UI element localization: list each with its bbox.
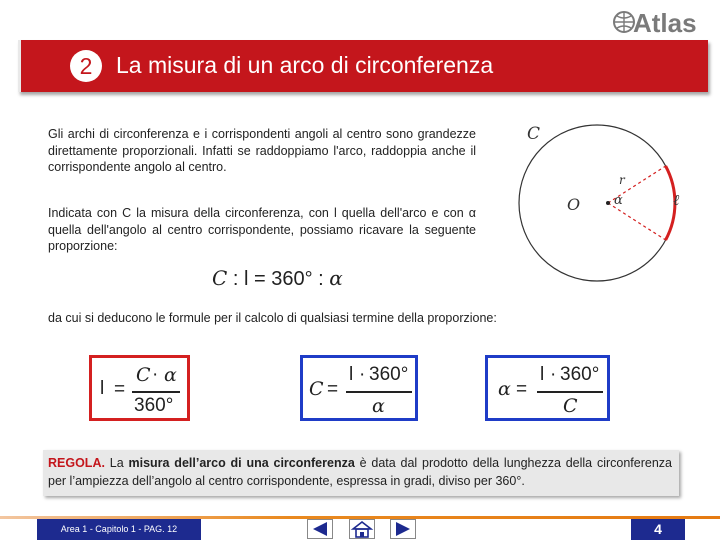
formula-circumference <box>300 355 418 421</box>
f2-num-360: 360° <box>369 364 409 385</box>
f1-den: 360° <box>134 395 174 416</box>
center-point <box>606 201 610 205</box>
proportion-colon-1: : <box>227 268 244 290</box>
footer-reference: Area 1 - Capitolo 1 - PAG. 12 <box>37 519 201 540</box>
radius-lower <box>608 203 666 240</box>
f2-fraction-line <box>346 391 412 393</box>
f1-num-alpha: α <box>164 364 177 386</box>
f3-num-360: 360° <box>560 364 600 385</box>
f2-den: α <box>372 395 385 417</box>
f2-equals: = <box>327 379 339 400</box>
triangle-left-icon[interactable] <box>307 519 333 539</box>
f3-dot: · <box>550 364 557 385</box>
definition-paragraph: Indicata con C la misura della circonferenza, con l quella dell'arco e con α quella dell'angolo al centro corrispondente, possiamo ricavare la seguente proporzione: <box>48 206 476 253</box>
formulas-intro: da cui si deducono le formule per il calcolo di qualsiasi termine della proporzione: <box>48 311 497 325</box>
title-bar-stripe <box>18 40 21 92</box>
rule-strong: misura dell’arco di una circonferenza <box>128 456 355 470</box>
title-bar <box>18 40 708 92</box>
f1-dot: · <box>152 364 159 385</box>
rule-text-2: è data dal prodotto della lunghezza della circonferenza per l’ampiezza dell’angolo al centro corrispondente, espressa in gradi, diviso per 360°. <box>48 456 672 488</box>
f2-dot: · <box>359 364 366 385</box>
f1-lhs: l <box>100 378 105 399</box>
rule-box <box>43 450 679 496</box>
arc-label: ℓ <box>673 191 680 209</box>
f2-lhs: C <box>309 378 324 400</box>
brand-text: Atlas <box>633 8 697 38</box>
angle-label: α <box>614 193 623 208</box>
f3-fraction-line <box>537 391 603 393</box>
proportion-formula <box>212 266 343 291</box>
page-number: 4 <box>631 519 685 540</box>
formula-arc-length <box>89 355 190 421</box>
f1-num-c: C <box>136 364 151 386</box>
proportion-colon-2: : <box>318 268 330 290</box>
center-label: O <box>567 195 581 214</box>
rule-label: REGOLA. <box>48 456 105 470</box>
circle-outline <box>519 125 675 281</box>
chapter-badge: 2 <box>70 50 102 82</box>
proportion-c: C <box>212 266 228 290</box>
f1-equals: = <box>114 379 126 400</box>
triangle-right-icon[interactable] <box>390 519 416 539</box>
proportion-l: l <box>243 268 249 290</box>
f3-equals: = <box>516 379 528 400</box>
proportion-equals-360: = 360° <box>248 268 319 290</box>
circle-label: C <box>527 124 541 144</box>
formula-angle <box>485 355 610 421</box>
f3-lhs: α <box>498 378 511 400</box>
radius-label: r <box>619 173 625 187</box>
f1-fraction-line <box>132 391 180 393</box>
atlas-logo <box>612 6 702 38</box>
page-title: La misura di un arco di circonferenza <box>116 52 494 78</box>
f3-den: C <box>563 395 578 417</box>
rule-text-1: La <box>104 456 129 470</box>
intro-paragraph: Gli archi di circonferenza e i corrispondenti angoli al centro sono grandezze direttamente proporzionali. Infatti se raddoppiamo l'arco, raddoppia anche il corrispondente angolo al centro. <box>48 127 476 174</box>
home-icon[interactable] <box>349 519 375 539</box>
circle-diagram <box>505 118 705 298</box>
f3-num-l: l <box>540 364 545 385</box>
rule-text <box>48 454 672 490</box>
proportion-alpha: α <box>329 266 343 290</box>
f2-num-l: l <box>349 364 354 385</box>
